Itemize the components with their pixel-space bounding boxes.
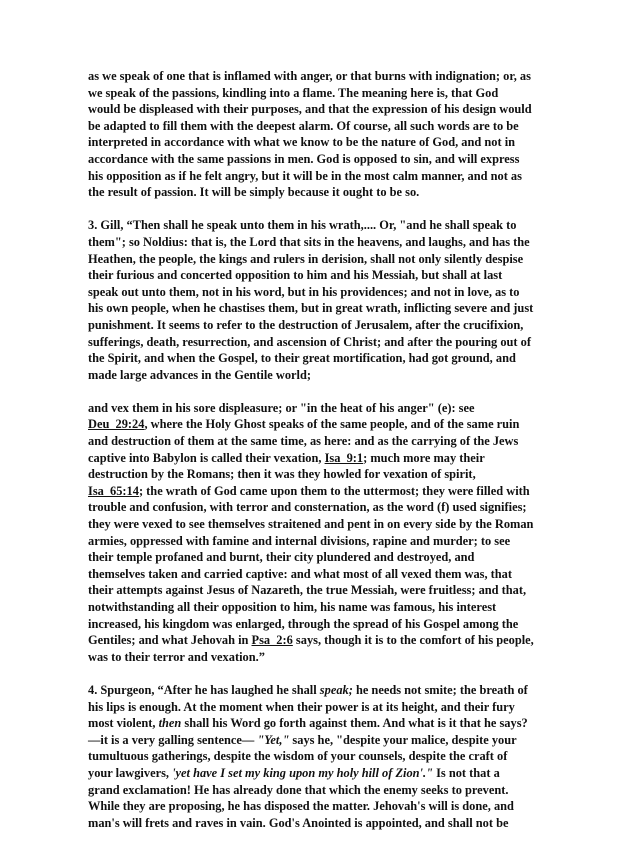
paragraph-spurgeon-commentary bbox=[88, 682, 550, 831]
text-segment: he needs not smite; the breath of his lips is enough. At the moment when their power is at its height, and their fury most violent, bbox=[88, 682, 528, 731]
text-segment: says, though it is to the comfort of his people, was to their terror and vexation.” bbox=[88, 633, 534, 664]
text-segment: ; the wrath of God came upon them to the uttermost; they were filled with trouble and confusion, with terror and consternation, as the word (f) used signifies; they were vexed to see themselves straitened and pent in on every side by the Roman armies, oppressed with famine and internal divisions, rapine and murder; to see their temple profaned and burnt, their city plundered and destroyed, and themselves taken and carried captive: and what most of all vexed them was, that their attempts against Jesus of Nazareth, the true Messiah, were fruitless; and that, notwithstanding all their opposition to him, his name was famous, his interest increased, his kingdom was enlarged, through the spread of his Gospel among the Gentiles; and what Jehovah in bbox=[88, 483, 534, 648]
text-segment: , where the Holy Ghost speaks of the same people, and of the same ruin and destruction of them at the same time, as here: and as the carrying of the Jews captive into Babylon is called their vexation, bbox=[88, 417, 520, 465]
scripture-link-deu-29-24[interactable]: Deu_29:24 bbox=[88, 417, 145, 432]
text-segment: Is not that a grand exclamation! He has already done that which the enemy seeks to prevent. While they are proposing, he has disposed the matter. Jehovah's will is done, and man's will frets and raves in vain. God's Anointed is appointed, and shall not be bbox=[88, 765, 514, 830]
text-segment: 4. Spurgeon, “After he has laughed he shall bbox=[88, 682, 320, 697]
italic-text: 'yet have I set my king upon my holy hill of Zion'." bbox=[172, 765, 433, 780]
text-segment: and vex them in his sore displeasure; or "in the heat of his anger" (e): see bbox=[88, 400, 475, 415]
paragraph-barnes-continuation: as we speak of one that is inflamed with anger, or that burns with indignation; or, as we speak of the passions, kindling into a flame. The meaning here is, that God would be displeased with their purposes, and that the expression of his design would be adapted to fill them with the deepest alarm. Of course, all such words are to be interpreted in accordance with what we know to be the nature of God, and not in accordance with the same passions in men. God is opposed to sin, and will express his opposition as if he felt angry, but it will be in the most calm manner, and not as the result of passion. It will be simply because it ought to be so. bbox=[88, 69, 532, 200]
text-segment: ; much more may their destruction by the Romans; then it was they howled for vexation of spirit, bbox=[88, 450, 485, 482]
italic-text: "Yet," bbox=[257, 732, 290, 747]
document-page bbox=[88, 68, 550, 848]
text-segment: says he, "despite your malice, despite your tumultuous gatherings, despite the wisdom of your counsels, despite the craft of your lawgivers, bbox=[88, 732, 517, 780]
paragraph-gill-vex-them bbox=[88, 400, 550, 666]
paragraph-gill-commentary: 3. Gill, “Then shall he speak unto them in his wrath,.... Or, "and he shall speak to them"; so Noldius: that is, the Lord that sits in the heavens, and laughs, and has the Heathen, the people, the kings and rulers in derision, shall not only silently despise their furious and concerted opposition to him and his Messiah, but shall at last speak out unto them, not in his word, but in his providences; and not in love, as to his own people, when he chastises them, but in great wrath, inflicting severe and just punishment. It seems to refer to the destruction of Jerusalem, after the crucifixion, sufferings, death, resurrection, and ascension of Christ; and after the pouring out of the Spirit, and when the Gospel, to their great mortification, had got ground, and made large advances in the Gentile world; bbox=[88, 218, 534, 382]
italic-text: then bbox=[158, 716, 182, 731]
scripture-link-isa-65-14[interactable]: Isa_65:14 bbox=[88, 483, 139, 498]
scripture-link-isa-9-1[interactable]: Isa_9:1 bbox=[324, 450, 364, 465]
scripture-link-psa-2-6[interactable]: Psa_2:6 bbox=[251, 633, 293, 648]
italic-text: speak; bbox=[319, 682, 353, 697]
text-segment: shall his Word go forth against them. And what is it that he says? —it is a very galling sentence— bbox=[88, 716, 528, 747]
